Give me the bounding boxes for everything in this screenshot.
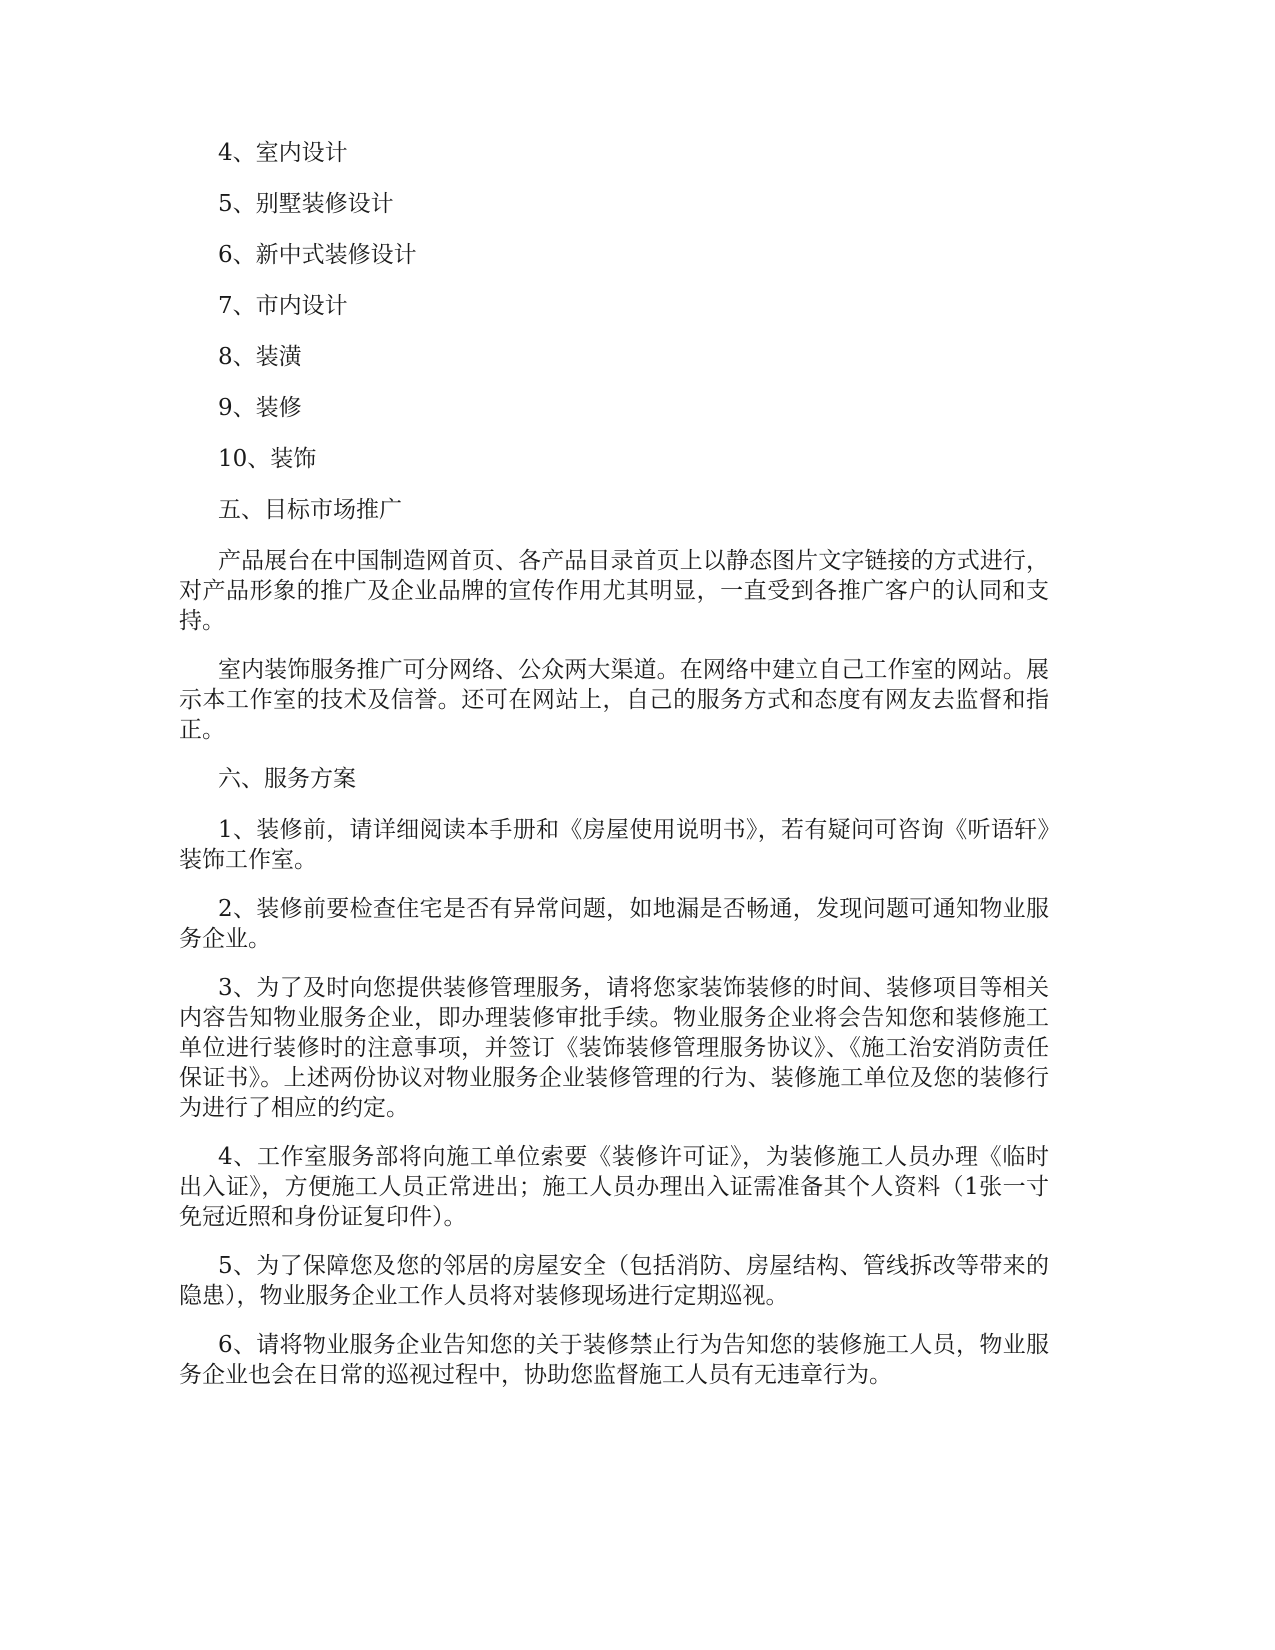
list-item-renovation: 9、装修 (218, 395, 302, 421)
list-item-interior-design: 4、室内设计 (218, 140, 348, 166)
list-item-new-chinese-design: 6、新中式装修设计 (218, 242, 417, 268)
service-item-6: 6、请将物业服务企业告知您的关于装修禁止行为告知您的装修施工人员，物业服务企业也会在日常的巡视过程中，协助您监督施工人员有无违章行为。 (179, 1332, 1049, 1388)
service-item-4: 4、工作室服务部将向施工单位索要《装修许可证》，为装修施工人员办理《临时出入证》，方便施工人员正常进出；施工人员办理出入证需准备其个人资料（1张一寸免冠近照和身份证复印件）。 (179, 1144, 1049, 1230)
list-item-city-design: 7、市内设计 (218, 293, 348, 319)
list-item-finishing: 10、装饰 (218, 446, 317, 472)
service-item-1: 1、装修前，请详细阅读本手册和《房屋使用说明书》，若有疑问可咨询《听语轩》装饰工作室。 (179, 817, 1049, 873)
list-item-decoration: 8、装潢 (218, 344, 302, 370)
list-item-villa-design: 5、别墅装修设计 (218, 191, 394, 217)
service-item-5: 5、为了保障您及您的邻居的房屋安全（包括消防、房屋结构、管线拆改等带来的隐患），物业服务企业工作人员将对装修现场进行定期巡视。 (179, 1253, 1049, 1309)
document-page (179, 138, 1049, 1409)
service-item-3: 3、为了及时向您提供装修管理服务，请将您家装饰装修的时间、装修项目等相关内容告知物业服务企业，即办理装修审批手续。物业服务企业将会告知您和装修施工单位进行装修时的注意事项，并签订《装饰装修管理服务协议》、《施工治安消防责任保证书》。上述两份协议对物业服务企业装修管理的行为、装修施工单位及您的装修行为进行了相应的约定。 (179, 975, 1049, 1121)
service-item-2: 2、装修前要检查住宅是否有异常问题，如地漏是否畅通，发现问题可通知物业服务企业。 (179, 896, 1049, 952)
paragraph-product-showcase: 产品展台在中国制造网首页、各产品目录首页上以静态图片文字链接的方式进行，对产品形象的推广及企业品牌的宣传作用尤其明显，一直受到各推广客户的认同和支持。 (179, 548, 1049, 634)
paragraph-promotion-channels: 室内装饰服务推广可分网络、公众两大渠道。在网络中建立自己工作室的网站。展示本工作室的技术及信誉。还可在网站上，自己的服务方式和态度有网友去监督和指正。 (179, 657, 1049, 743)
section-heading-service-plan: 六、服务方案 (218, 766, 356, 792)
section-heading-market-promotion: 五、目标市场推广 (218, 497, 402, 523)
